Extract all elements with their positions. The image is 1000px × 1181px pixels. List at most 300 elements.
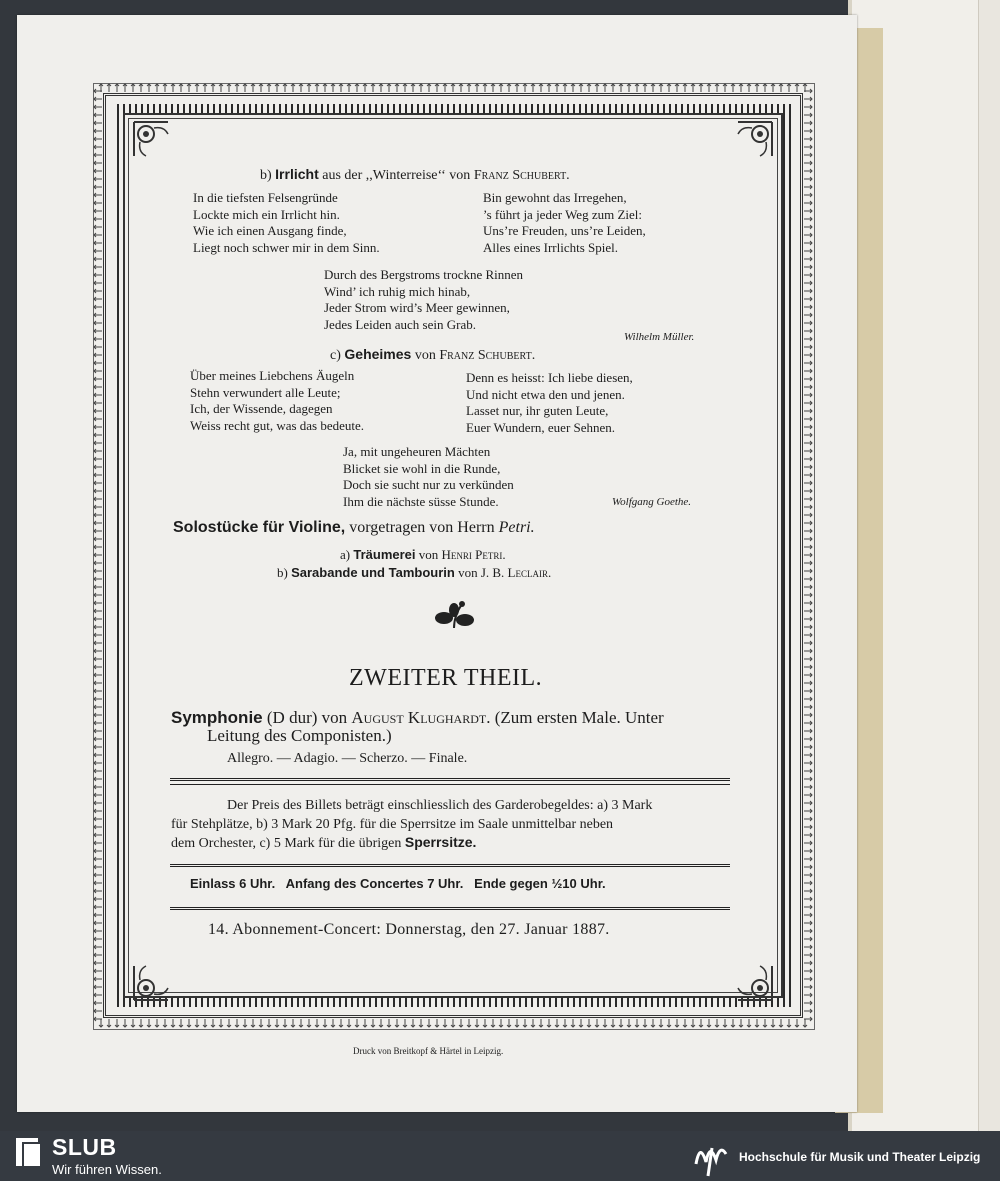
frame-fleur-mark <box>347 84 351 92</box>
solo-performer: Petri. <box>498 519 535 536</box>
verse-line: Liegt noch schwer mir in dem Sinn. <box>193 239 380 255</box>
frame-fleur-mark <box>227 1019 231 1027</box>
frame-fleur-mark <box>804 225 812 229</box>
frame-fleur-mark <box>94 241 102 245</box>
frame-fleur-mark <box>94 697 102 701</box>
frame-fleur-mark <box>804 425 812 429</box>
frame-fleur-mark <box>804 1001 812 1005</box>
frame-fleur-mark <box>804 665 812 669</box>
frame-fleur-mark <box>94 433 102 437</box>
frame-fleur-mark <box>94 673 102 677</box>
frame-fleur-mark <box>395 84 399 92</box>
frame-fleur-mark <box>94 209 102 213</box>
frame-fleur-mark <box>804 673 812 677</box>
frame-fleur-mark <box>603 84 607 92</box>
slub-logo-icon[interactable] <box>14 1136 44 1170</box>
frame-fleur-mark <box>94 329 102 333</box>
slub-tagline: Wir führen Wissen. <box>52 1162 162 1177</box>
frame-fleur-mark <box>94 817 102 821</box>
oak-leaf-ornament <box>432 598 476 634</box>
frame-fleur-mark <box>771 84 775 92</box>
frame-fleur-mark <box>94 753 102 757</box>
frame-fleur-mark <box>804 217 812 221</box>
irrlicht-middle: aus der ,,Winterreise‘‘ von <box>322 168 471 183</box>
frame-fleur-mark <box>804 257 812 261</box>
frame-fleur-mark <box>804 169 812 173</box>
frame-fleur-mark <box>659 84 663 92</box>
frame-fleur-mark <box>94 193 102 197</box>
frame-fleur-mark <box>427 84 431 92</box>
frame-fleur-mark <box>94 185 102 189</box>
frame-fleur-mark <box>155 1019 159 1027</box>
frame-fleur-mark <box>804 481 812 485</box>
irrlicht-stanza-left <box>193 190 380 256</box>
hmt-name[interactable]: Hochschule für Musik und Theater Leipzig <box>739 1150 981 1164</box>
frame-fleur-mark <box>363 1019 367 1027</box>
frame-fleur-mark <box>804 937 812 941</box>
frame-fleur-mark <box>643 84 647 92</box>
frame-fleur-mark <box>403 84 407 92</box>
frame-fleur-mark <box>94 577 102 581</box>
frame-fleur-mark <box>804 609 812 613</box>
frame-fleur-mark <box>251 1019 255 1027</box>
geheimes-stanza-left <box>190 368 364 434</box>
frame-fleur-mark <box>94 249 102 253</box>
frame-fleur-mark <box>94 305 102 309</box>
solo-item-b <box>277 565 551 581</box>
divider-rule <box>170 907 730 910</box>
frame-fleur-mark <box>804 313 812 317</box>
frame-fleur-mark <box>499 1019 503 1027</box>
frame-fleur-mark <box>94 441 102 445</box>
frame-fleur-mark <box>451 1019 455 1027</box>
solo-heading <box>173 519 535 537</box>
frame-fleur-mark <box>627 84 631 92</box>
irrlicht-stanza-center <box>324 267 523 333</box>
frame-fleur-mark <box>94 985 102 989</box>
geheimes-poet: Wolfgang Goethe. <box>612 496 692 508</box>
frame-fleur-mark <box>804 553 812 557</box>
frame-fleur-mark <box>699 1019 703 1027</box>
frame-fleur-mark <box>804 961 812 965</box>
frame-fleur-mark <box>531 84 535 92</box>
frame-fleur-mark <box>94 993 102 997</box>
frame-fleur-mark <box>94 529 102 533</box>
irrlicht-title: Irrlicht <box>275 166 319 182</box>
frame-fleur-mark <box>163 1019 167 1027</box>
frame-fleur-mark <box>94 113 102 117</box>
frame-fleur-mark <box>804 753 812 757</box>
frame-fleur-mark <box>131 84 135 92</box>
frame-fleur-mark <box>94 273 102 277</box>
frame-fleur-mark <box>804 801 812 805</box>
frame-fleur-mark <box>171 1019 175 1027</box>
frame-fleur-mark <box>804 185 812 189</box>
frame-fleur-mark <box>94 945 102 949</box>
frame-fleur-mark <box>804 809 812 813</box>
symphony-key: (D dur) von <box>266 708 348 727</box>
frame-fleur-mark <box>804 153 812 157</box>
frame-fleur-mark <box>667 1019 671 1027</box>
frame-fleur-mark <box>804 977 812 981</box>
frame-fleur-mark <box>763 1019 767 1027</box>
geheimes-composer: Franz Schubert. <box>439 348 536 363</box>
frame-fleur-mark <box>411 84 415 92</box>
frame-fleur-mark <box>804 849 812 853</box>
frame-fleur-mark <box>94 785 102 789</box>
frame-fleur-mark <box>804 273 812 277</box>
frame-fleur-mark <box>804 505 812 509</box>
frame-fleur-mark <box>795 84 799 92</box>
corner-ornament-bottom-right <box>734 962 776 1004</box>
frame-fleur-mark <box>371 1019 375 1027</box>
geheimes-label: c) <box>330 348 341 363</box>
frame-fleur-mark <box>339 84 343 92</box>
irrlicht-composer: Franz Schubert. <box>473 168 570 183</box>
frame-fleur-mark <box>94 793 102 797</box>
frame-fleur-mark <box>579 84 583 92</box>
frame-fleur-mark <box>803 1019 807 1027</box>
frame-fleur-mark <box>523 1019 527 1027</box>
frame-fleur-mark <box>94 457 102 461</box>
frame-fleur-mark <box>94 225 102 229</box>
slub-name[interactable]: SLUB <box>52 1134 117 1160</box>
frame-fleur-mark <box>804 865 812 869</box>
frame-fleur-mark <box>203 84 207 92</box>
frame-fleur-mark <box>619 1019 623 1027</box>
frame-fleur-mark <box>804 377 812 381</box>
frame-fleur-mark <box>804 953 812 957</box>
frame-fleur-mark <box>467 1019 471 1027</box>
frame-fleur-mark <box>94 217 102 221</box>
frame-fleur-mark <box>94 265 102 269</box>
frame-fleur-mark <box>283 84 287 92</box>
frame-fleur-mark <box>804 249 812 253</box>
frame-fleur-mark <box>804 393 812 397</box>
frame-fleur-mark <box>804 105 812 109</box>
frame-fleur-mark <box>804 833 812 837</box>
frame-fleur-mark <box>603 1019 607 1027</box>
frame-fleur-mark <box>339 1019 343 1027</box>
frame-fleur-mark <box>804 337 812 341</box>
frame-fleur-mark <box>94 105 102 109</box>
frame-fleur-mark <box>804 857 812 861</box>
frame-fleur-mark <box>547 1019 551 1027</box>
frame-fleur-mark <box>804 113 812 117</box>
frame-fleur-mark <box>804 145 812 149</box>
frame-fleur-mark <box>171 84 175 92</box>
frame-fleur-mark <box>94 521 102 525</box>
frame-fleur-mark <box>94 385 102 389</box>
frame-fleur-mark <box>707 84 711 92</box>
frame-fleur-mark <box>94 545 102 549</box>
verse-line: Wind’ ich ruhig mich hinab, <box>324 283 471 299</box>
frame-fleur-mark <box>804 201 812 205</box>
frame-fleur-mark <box>683 84 687 92</box>
frame-fleur-mark <box>347 1019 351 1027</box>
solo-a-composer: Henri Petri. <box>441 547 506 562</box>
frame-fleur-mark <box>179 1019 183 1027</box>
frame-fleur-mark <box>499 84 503 92</box>
frame-fleur-mark <box>804 985 812 989</box>
frame-fleur-mark <box>804 785 812 789</box>
frame-fleur-mark <box>411 1019 415 1027</box>
frame-fleur-mark <box>804 193 812 197</box>
frame-fleur-mark <box>804 729 812 733</box>
frame-fleur-mark <box>731 1019 735 1027</box>
divider-rule <box>170 864 730 867</box>
frame-fleur-mark <box>531 1019 535 1027</box>
frame-fleur-mark <box>291 1019 295 1027</box>
frame-fleur-mark <box>627 1019 631 1027</box>
frame-fleur-mark <box>94 969 102 973</box>
solo-b-composer: Leclair. <box>507 565 552 580</box>
frame-fleur-mark <box>804 841 812 845</box>
frame-fleur-mark <box>94 657 102 661</box>
frame-fleur-mark <box>94 769 102 773</box>
frame-fleur-mark <box>94 393 102 397</box>
price-line-3a: dem Orchester, c) 5 Mark für die übrigen <box>171 836 402 851</box>
frame-fleur-mark <box>403 1019 407 1027</box>
verse-line: Jeder Strom wird’s Meer gewinnen, <box>324 300 510 315</box>
frame-fleur-mark <box>539 1019 543 1027</box>
frame-fleur-mark <box>804 913 812 917</box>
solo-b-title: Sarabande und Tambourin <box>291 565 455 580</box>
price-line-3b: Sperrsitze. <box>404 834 477 850</box>
frame-fleur-mark <box>94 857 102 861</box>
frame-fleur-mark <box>94 1001 102 1005</box>
verse-line: In die tiefsten Felsengründe <box>193 190 338 205</box>
frame-fleur-mark <box>804 369 812 373</box>
frame-fleur-mark <box>243 1019 247 1027</box>
verse-line: Euer Wundern, euer Sehnen. <box>466 419 616 435</box>
frame-fleur-mark <box>139 84 143 92</box>
geheimes-heading <box>330 346 535 364</box>
verse-line: Durch des Bergstroms trockne Rinnen <box>324 267 524 282</box>
corner-ornament-bottom-left <box>130 962 172 1004</box>
geheimes-title: Geheimes <box>344 346 412 362</box>
frame-fleur-mark <box>131 1019 135 1027</box>
irrlicht-stanza-right <box>483 190 646 256</box>
frame-fleur-mark <box>723 1019 727 1027</box>
frame-fleur-mark <box>123 1019 127 1027</box>
frame-fleur-mark <box>94 153 102 157</box>
frame-fleur-mark <box>691 84 695 92</box>
frame-fleur-mark <box>243 84 247 92</box>
frame-fleur-mark <box>94 145 102 149</box>
frame-fleur-mark <box>195 1019 199 1027</box>
verse-line: Jedes Leiden auch sein Grab. <box>324 316 476 332</box>
frame-fleur-mark <box>467 84 471 92</box>
frame-fleur-mark <box>804 945 812 949</box>
frame-fleur-mark <box>563 1019 567 1027</box>
frame-fleur-mark <box>804 649 812 653</box>
frame-fleur-mark <box>94 161 102 165</box>
frame-fleur-mark <box>94 497 102 501</box>
frame-fleur-mark <box>771 1019 775 1027</box>
frame-fleur-mark <box>483 84 487 92</box>
frame-fleur-mark <box>804 633 812 637</box>
frame-fleur-mark <box>804 921 812 925</box>
frame-fleur-mark <box>804 569 812 573</box>
frame-fleur-mark <box>395 1019 399 1027</box>
verse-line: Wie ich einen Ausgang finde, <box>193 223 347 238</box>
frame-fleur-mark <box>491 84 495 92</box>
frame-fleur-mark <box>804 521 812 525</box>
frame-fleur-mark <box>379 84 383 92</box>
frame-fleur-mark <box>299 84 303 92</box>
frame-fleur-mark <box>435 84 439 92</box>
frame-fleur-mark <box>804 361 812 365</box>
frame-fleur-mark <box>94 881 102 885</box>
frame-fleur-mark <box>219 84 223 92</box>
part2-heading: ZWEITER THEIL. <box>349 665 543 691</box>
frame-fleur-mark <box>707 1019 711 1027</box>
frame-fleur-mark <box>804 433 812 437</box>
frame-fleur-mark <box>419 1019 423 1027</box>
frame-fleur-mark <box>94 553 102 557</box>
frame-fleur-mark <box>155 84 159 92</box>
frame-fleur-mark <box>804 769 812 773</box>
frame-fleur-mark <box>235 84 239 92</box>
verse-line: Ihm die nächste süsse Stunde. <box>343 493 499 509</box>
frame-fleur-mark <box>94 177 102 181</box>
frame-fleur-mark <box>94 417 102 421</box>
frame-fleur-mark <box>571 84 575 92</box>
frame-fleur-mark <box>804 513 812 517</box>
frame-fleur-mark <box>787 84 791 92</box>
frame-fleur-mark <box>804 441 812 445</box>
frame-fleur-mark <box>795 1019 799 1027</box>
frame-fleur-mark <box>804 601 812 605</box>
frame-fleur-mark <box>459 1019 463 1027</box>
frame-fleur-mark <box>94 537 102 541</box>
frame-fleur-mark <box>267 84 271 92</box>
frame-fleur-mark <box>94 801 102 805</box>
frame-fleur-mark <box>635 1019 639 1027</box>
frame-fleur-mark <box>211 1019 215 1027</box>
frame-fleur-mark <box>315 84 319 92</box>
verse-line: Über meines Liebchens Äugeln <box>190 368 355 383</box>
frame-fleur-mark <box>804 177 812 181</box>
frame-fleur-mark <box>107 84 111 92</box>
verse-line: Ich, der Wissende, dagegen <box>190 401 333 416</box>
frame-fleur-mark <box>804 457 812 461</box>
frame-fleur-mark <box>804 617 812 621</box>
frame-fleur-mark <box>804 121 812 125</box>
frame-fleur-mark <box>94 961 102 965</box>
frame-fleur-mark <box>147 84 151 92</box>
frame-fleur-mark <box>804 537 812 541</box>
frame-fleur-mark <box>804 721 812 725</box>
frame-fleur-mark <box>94 465 102 469</box>
frame-fleur-mark <box>94 809 102 813</box>
frame-fleur-mark <box>94 337 102 341</box>
frame-fleur-mark <box>804 241 812 245</box>
frame-fleur-mark <box>595 84 599 92</box>
solo-a-title: Träumerei <box>353 547 416 562</box>
frame-fleur-mark <box>107 1019 111 1027</box>
frame-fleur-mark <box>779 84 783 92</box>
frame-fleur-mark <box>587 1019 591 1027</box>
frame-fleur-mark <box>94 169 102 173</box>
irrlicht-poet: Wilhelm Müller. <box>624 331 695 343</box>
frame-fleur-mark <box>307 84 311 92</box>
frame-fleur-mark <box>555 84 559 92</box>
frame-fleur-mark <box>94 913 102 917</box>
frame-fleur-mark <box>179 84 183 92</box>
price-line-1: Der Preis des Billets beträgt einschliesslich des Garderobegeldes: a) 3 Mark <box>227 798 653 813</box>
solo-b-label: b) <box>277 565 288 580</box>
frame-fleur-mark <box>94 97 102 101</box>
frame-fleur-mark <box>94 489 102 493</box>
hmt-logo-icon[interactable] <box>690 1134 732 1178</box>
frame-fleur-mark <box>94 953 102 957</box>
frame-fleur-mark <box>94 833 102 837</box>
frame-fleur-mark <box>635 84 639 92</box>
frame-fleur-mark <box>804 305 812 309</box>
frame-fleur-mark <box>804 385 812 389</box>
frame-fleur-mark <box>227 84 231 92</box>
frame-fleur-mark <box>275 1019 279 1027</box>
frame-fleur-mark <box>475 84 479 92</box>
verse-line: Denn es heisst: Ich liebe diesen, <box>466 370 633 385</box>
frame-fleur-mark <box>94 921 102 925</box>
frame-fleur-mark <box>804 777 812 781</box>
frame-fleur-mark <box>299 1019 303 1027</box>
frame-fleur-mark <box>94 841 102 845</box>
frame-fleur-mark <box>579 1019 583 1027</box>
frame-fleur-mark <box>804 705 812 709</box>
frame-fleur-mark <box>804 265 812 269</box>
frame-fleur-mark <box>94 617 102 621</box>
frame-fleur-mark <box>804 585 812 589</box>
frame-fleur-mark <box>804 993 812 997</box>
frame-fleur-mark <box>804 889 812 893</box>
frame-fleur-mark <box>99 1019 103 1027</box>
frame-fleur-mark <box>331 1019 335 1027</box>
frame-fleur-mark <box>315 1019 319 1027</box>
frame-fleur-mark <box>387 84 391 92</box>
frame-fleur-mark <box>747 1019 751 1027</box>
frame-fleur-mark <box>427 1019 431 1027</box>
frame-fleur-mark <box>203 1019 207 1027</box>
frame-fleur-mark <box>763 84 767 92</box>
frame-fleur-mark <box>804 529 812 533</box>
verse-line: Alles eines Irrlichts Spiel. <box>483 239 619 255</box>
symphony-line2: Leitung des Componisten.) <box>207 726 392 745</box>
verse-line: Doch sie sucht nur zu verkünden <box>343 477 514 492</box>
frame-fleur-mark <box>804 473 812 477</box>
solo-item-a <box>340 547 506 563</box>
frame-fleur-mark <box>94 561 102 565</box>
frame-fleur-mark <box>94 593 102 597</box>
frame-fleur-mark <box>94 121 102 125</box>
frame-fleur-mark <box>804 233 812 237</box>
frame-fleur-mark <box>804 137 812 141</box>
frame-fleur-mark <box>275 84 279 92</box>
frame-fleur-mark <box>651 1019 655 1027</box>
frame-fleur-mark <box>94 849 102 853</box>
frame-fleur-mark <box>715 1019 719 1027</box>
corner-ornament-top-left <box>130 118 172 160</box>
verse-line: Stehn verwundert alle Leute; <box>190 384 341 400</box>
frame-fleur-mark <box>94 649 102 653</box>
frame-fleur-mark <box>804 465 812 469</box>
frame-fleur-mark <box>779 1019 783 1027</box>
printer-imprint: Druck von Breitkopf & Härtel in Leipzig. <box>353 1046 504 1056</box>
frame-fleur-mark <box>804 657 812 661</box>
